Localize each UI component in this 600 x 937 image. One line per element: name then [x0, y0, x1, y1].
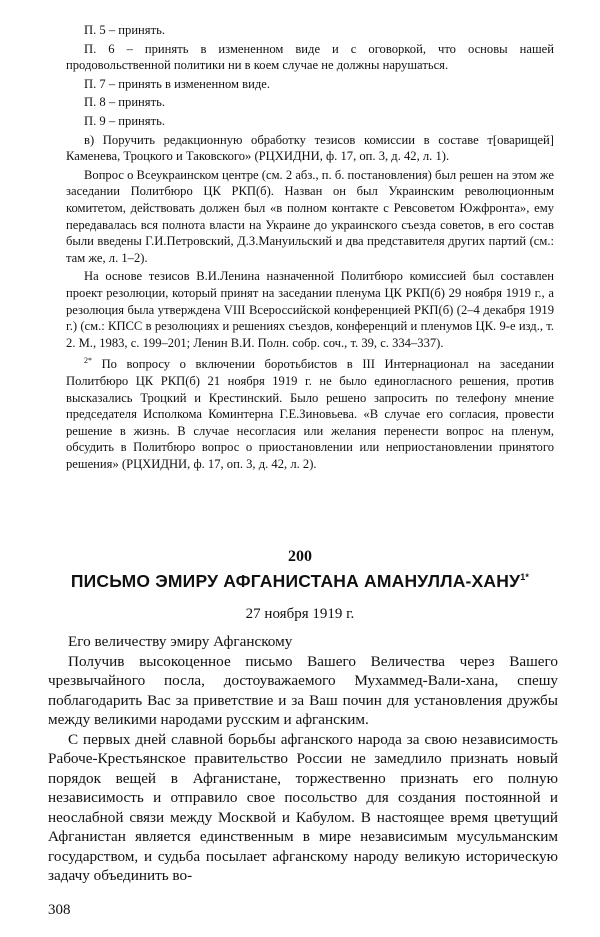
- note-p9: П. 9 – принять.: [84, 113, 165, 128]
- footnote-2: [66, 353, 554, 472]
- document-date: 27 ноября 1919 г.: [245, 606, 355, 622]
- document-number: 200: [288, 548, 312, 565]
- title-footnote-marker: 1*: [520, 572, 530, 583]
- note-p7: П. 7 – принять в измененном виде.: [84, 76, 270, 91]
- note-p6: П. 6 – принять в измененном виде и с оговоркой, что основы нашей продовольственной политики ни в коем случае не должны нарушаться.: [66, 41, 554, 73]
- letter-body: [48, 632, 558, 886]
- document-title-text: ПИСЬМО ЭМИРУ АФГАНИСТАНА АМАНУЛЛА-ХАНУ: [70, 571, 521, 591]
- salutation: Его величеству эмиру Афганскому: [68, 633, 293, 650]
- letter-paragraph-1: Получив высокоценное письмо Вашего Величества через Вашего чрезвычайного посла, достоуважаемого Мухаммед-Вали-хана, спешу поблагодарить Вас за приветствие и за Ваш почин для установления дружбы между великими народами русским и афганским.: [48, 652, 558, 728]
- note-p5: П. 5 – принять.: [84, 23, 165, 37]
- notes-section: [66, 22, 554, 473]
- note-theses: На основе тезисов В.И.Ленина назначенной Политбюро комиссией был составлен проект резолюции, который принят на заседании пленума ЦК РКП(б) 29 ноября 1919 г., а резолюция была утверждена VIII Всероссийской конференцией РКП(б) (2–4 декабря 1919 г.) (см.: КПСС в резолюциях и решениях съездов, конференций и пленумов ЦК. 9-е изд., т. 2. М., 1983, с. 199–201; Ленин В.И. Полн. собр. соч., т. 39, с. 334–337).: [66, 269, 554, 350]
- letter-paragraph-2: С первых дней славной борьбы афганского народа за свою независимость Рабоче-Крестьянское правительство России не замедлило признать новый порядок вещей в Афганистане, торжественно признать его полную независимость и отправило свое посольство для создания постоянной и неослабной связи между Москвой и Кабулом. В настоящее время цветущий Афганистан является единственным в мире независимым мусульманским государством, и судьба посылает афганскому народу великую историческую задачу объединить во-: [48, 730, 558, 884]
- note-p8: П. 8 – принять.: [84, 95, 165, 110]
- note-ukraine: Вопрос о Всеукраинском центре (см. 2 абз., п. б. постановления) был решен на этом же заседании Политбюро ЦК РКП(б). Назван он был Украинским революционным комитетом, действовать должен был «в полном контакте с Ревсоветом Южфронта», ему передавалась вся полнота власти на Украине до украинского съезда советов, в его состав были введены Г.И.Петровский, Д.З.Мануильский и два представителя других партий (см.: там же, л. 1–2).: [66, 167, 554, 265]
- footnote-2-marker: 2*: [84, 356, 92, 366]
- page-number: 308: [48, 902, 71, 918]
- document-title: [0, 571, 600, 592]
- footnote-2-text: По вопросу о включении боротьбистов в III Интернационал на заседании Политбюро ЦК РКП(б) 21 ноября 1919 г. не было единогласного решения, против высказались Троцкий и Крестинский. Было решено запросить по телефону мнение председателя Исполкома Коминтерна Г.Е.Зиновьева. «В случае его согласия, провести решение в жизнь. В случае несогласия или желания перенести вопрос на пленум, обсудить в Политбюро вопрос о приостановлении или неприостановлении принятого решения» (РЦХИДНИ, ф. 17, оп. 3, д. 42, л. 2).: [66, 357, 554, 472]
- note-pv: в) Поручить редакционную обработку тезисов комиссии в составе т[оварищей] Каменева, Троцкого и Таковского» (РЦХИДНИ, ф. 17, оп. 3, д. 42, л. 1).: [66, 132, 554, 164]
